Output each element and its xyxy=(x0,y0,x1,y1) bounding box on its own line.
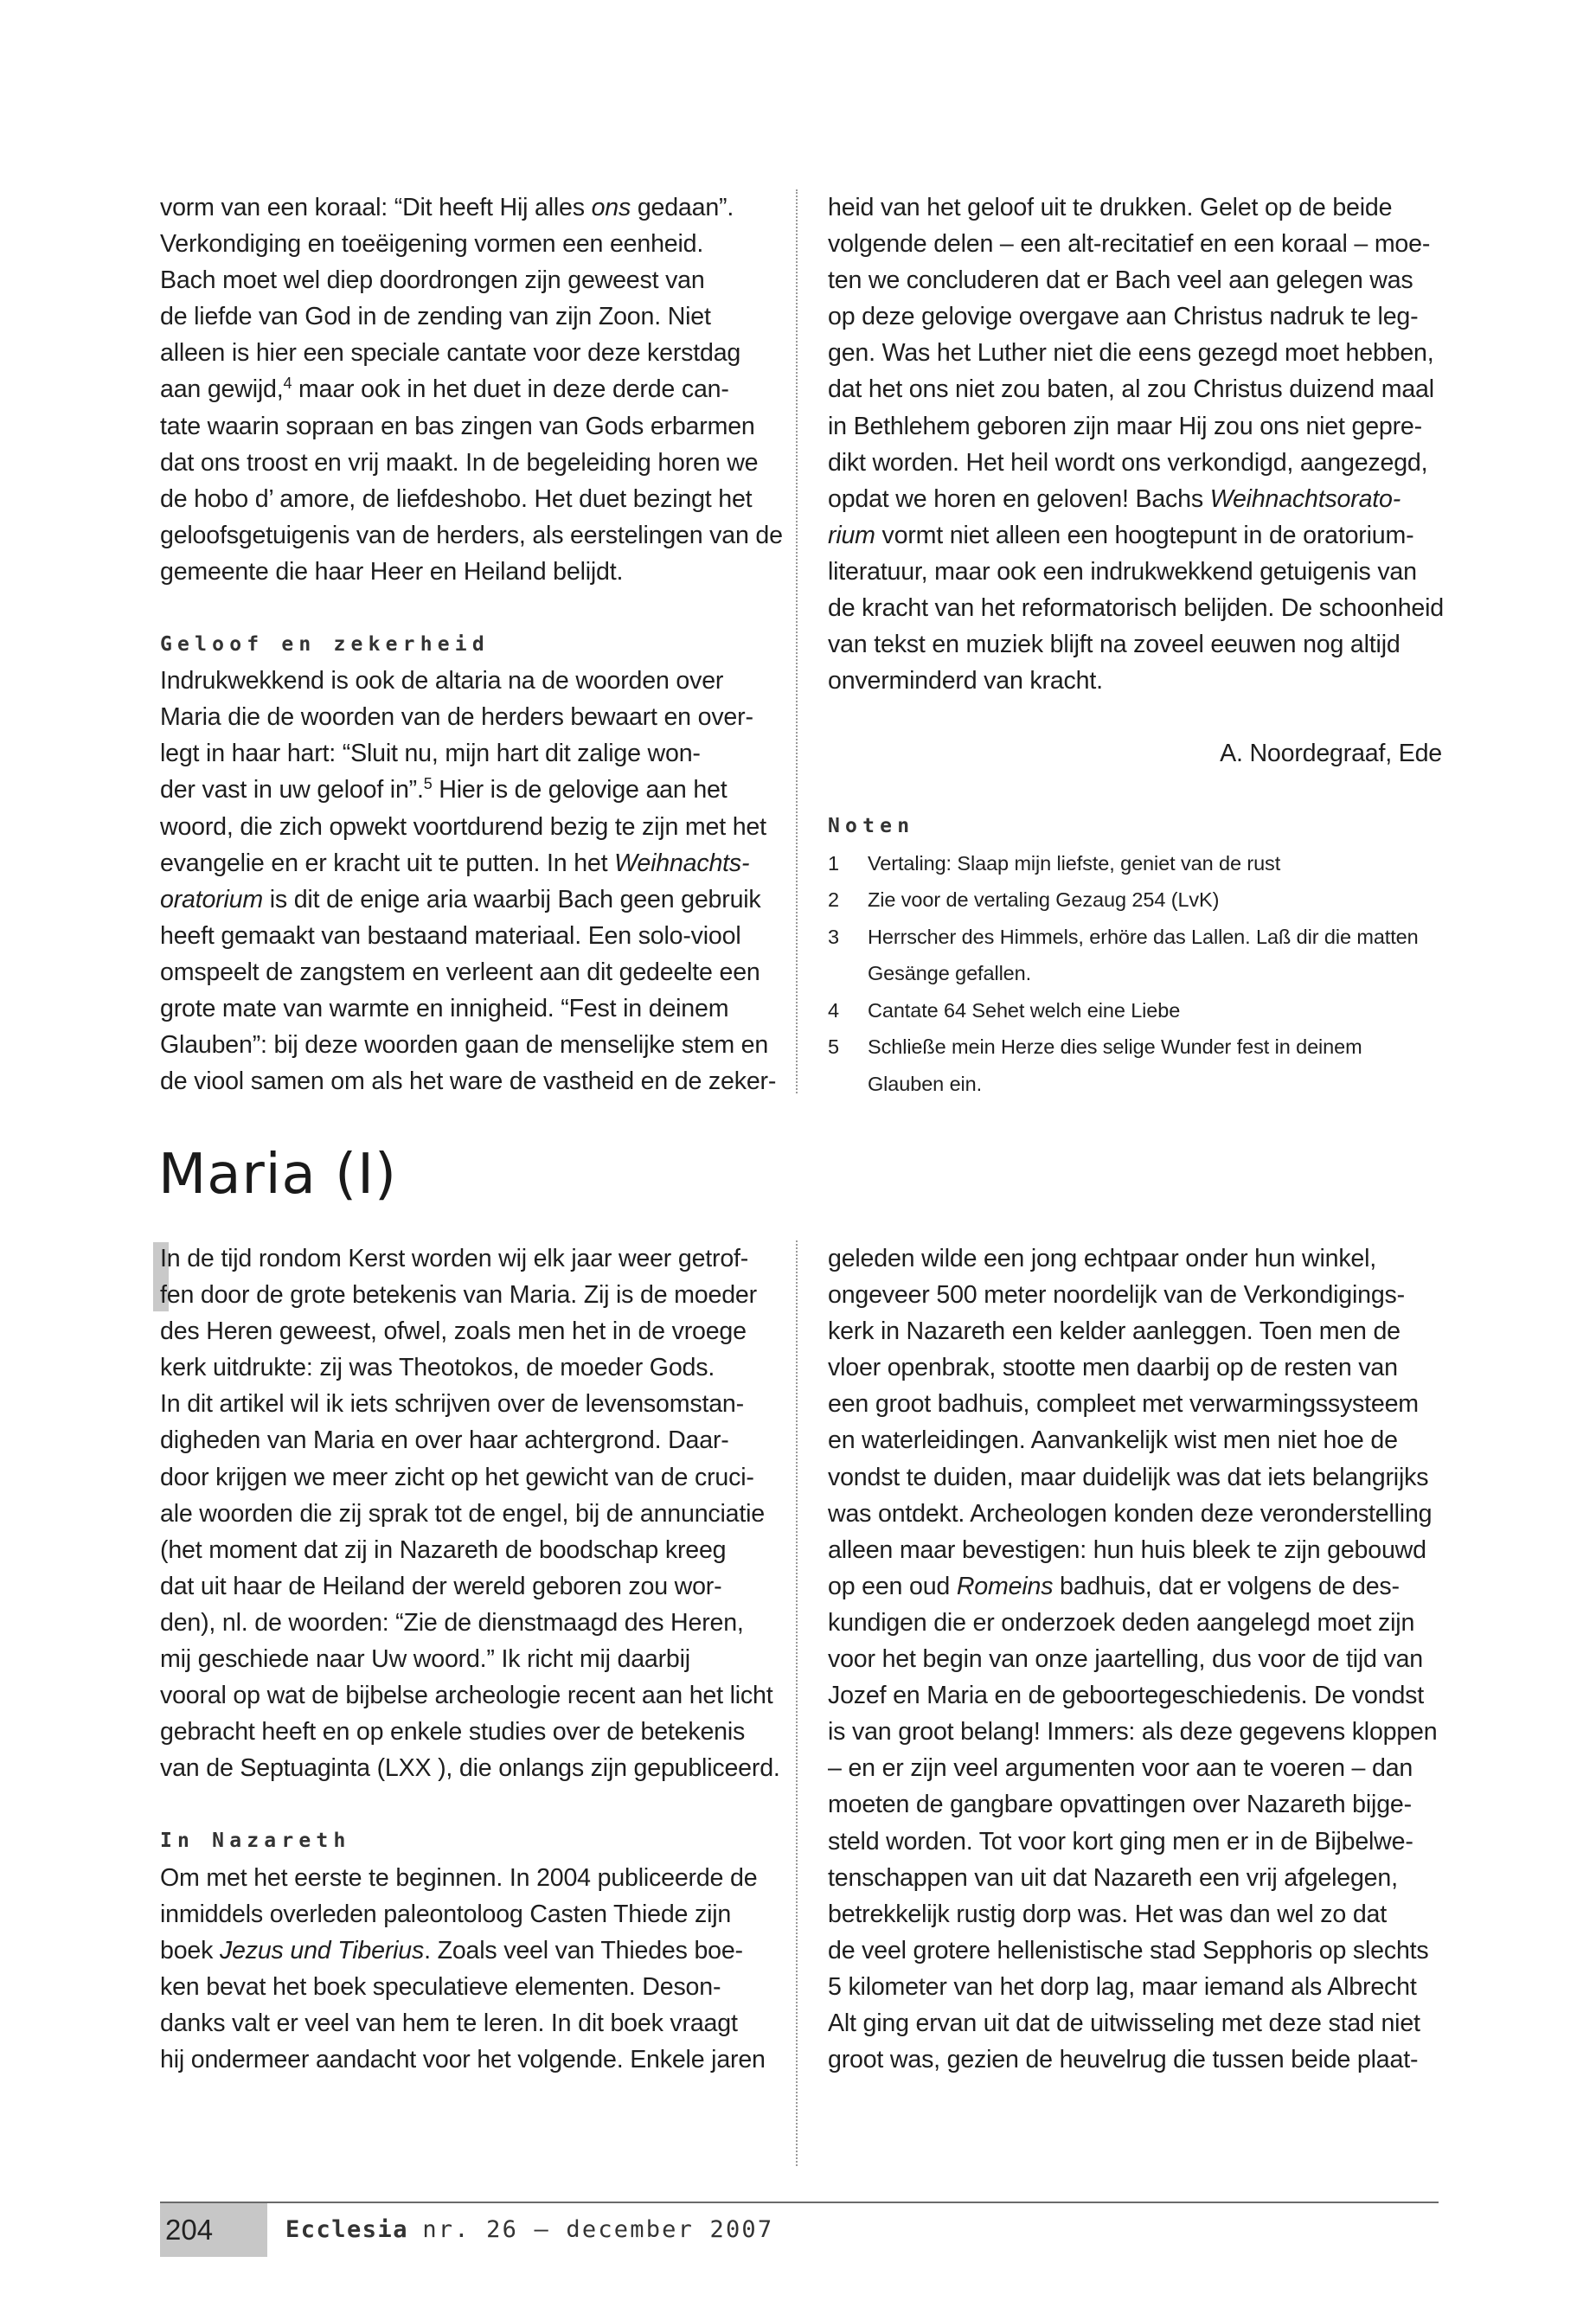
text-line xyxy=(828,1568,1442,1605)
text-line: van de Septuaginta (LXX ), die onlangs zijn gepubliceerd. xyxy=(160,1754,780,1783)
note-text: Schließe mein Herze dies selige Wunder fest in deinem xyxy=(868,1035,1362,1058)
text-line: 5 kilometer van het dorp lag, maar iemand als Albrecht xyxy=(828,1972,1417,2001)
text-line: – en er zijn veel argumenten voor aan te voeren – dan xyxy=(828,1754,1413,1783)
text-line: gebracht heeft en op enkele studies over de betekenis xyxy=(160,1718,746,1747)
text-line: ten we concluderen dat er Bach veel aan gelegen was xyxy=(828,266,1413,295)
text-line: gen. Was het Luther niet die eens gezegd moet hebben, xyxy=(828,339,1434,368)
note-number: 3 xyxy=(828,925,839,948)
text-line: Bach moet wel diep doordrongen zijn geweest van xyxy=(160,266,705,295)
text-segment: Hier is de gelovige aan het xyxy=(432,776,727,804)
text-line: alleen is hier een speciale cantate voor deze kerstdag xyxy=(160,339,741,368)
note-number: 2 xyxy=(828,888,839,911)
text-line: dat uit haar de Heiland der wereld geboren zou wor- xyxy=(160,1572,722,1600)
text-line: Om met het eerste te beginnen. In 2004 publiceerde de xyxy=(160,1863,758,1892)
text-line: gemeente die haar Heer en Heiland belijdt. xyxy=(160,557,624,586)
note-text: Vertaling: Slaap mijn liefste, geniet van de rust xyxy=(868,851,1281,875)
text-line: ongeveer 500 meter noordelijk van de Verkondigings- xyxy=(828,1281,1405,1310)
text-line: geleden wilde een jong echtpaar onder hun winkel, xyxy=(828,1245,1377,1272)
text-line: van tekst en muziek blijft na zoveel eeuwen nog altijd xyxy=(828,631,1401,659)
top-right-column xyxy=(828,189,1442,1102)
text-line: in Bethlehem geboren zijn maar Hij zou ons niet gepre- xyxy=(828,412,1422,440)
page-number: 204 xyxy=(165,2214,214,2246)
section-heading: Geloof en zekerheid xyxy=(160,633,490,657)
text-segment: der vast in uw geloof in”. xyxy=(160,776,424,804)
text-line: fen door de grote betekenis van Maria. Zij is de moeder xyxy=(160,1281,757,1310)
text-segment: is dit de enige aria waarbij Bach geen gebruik xyxy=(262,885,761,913)
column-divider xyxy=(796,1240,798,2166)
text-line: heid van het geloof uit te drukken. Gelet op de beide xyxy=(828,194,1393,221)
note-item xyxy=(828,992,1442,1029)
note-item xyxy=(828,845,1442,882)
italic-segment: Romeins xyxy=(956,1572,1054,1600)
text-line: tate waarin sopraan en bas zingen van Gods erbarmen xyxy=(160,412,755,440)
text-segment: aan gewijd, xyxy=(160,375,284,404)
text-segment: maar ook in het duet in deze derde can- xyxy=(292,375,729,404)
text-line xyxy=(828,517,1442,554)
journal-name: Ecclesia xyxy=(285,2216,409,2243)
italic-segment: Jezus und Tiberius xyxy=(219,1936,425,1965)
text-line: grote mate van warmte en innigheid. “Fest in deinem xyxy=(160,994,729,1022)
text-line: dikt worden. Het heil wordt ons verkondigd, aangezegd, xyxy=(828,448,1428,477)
text-line: tenschappen van uit dat Nazareth een vrij afgelegen, xyxy=(828,1863,1398,1892)
text-line xyxy=(160,371,774,407)
text-line: Glauben”: bij deze woorden gaan de menselijke stem en xyxy=(160,1031,769,1060)
text-line xyxy=(160,881,774,918)
footer-rule xyxy=(160,2202,1439,2203)
text-line: een groot badhuis, compleet met verwarmingssysteem xyxy=(828,1390,1419,1419)
article-right-column xyxy=(828,1240,1442,2078)
text-segment: vormt niet alleen een hoogtepunt in de oratorium- xyxy=(875,521,1414,549)
article-left-column xyxy=(160,1240,780,2078)
text-line: kundigen die er onderzoek deden aangelegd moet zijn xyxy=(828,1608,1415,1637)
text-line: en waterleidingen. Aanvankelijk wist men niet hoe de xyxy=(828,1426,1398,1455)
text-line: kerk uitdrukte: zij was Theotokos, de moeder Gods. xyxy=(160,1354,715,1382)
text-line: steld worden. Tot voor kort ging men er in de Bijbelwe- xyxy=(828,1827,1413,1856)
text-line: volgende delen – een alt-recitatief en een koraal – moe- xyxy=(828,230,1431,259)
text-line xyxy=(160,1932,774,1969)
spacer xyxy=(160,590,774,626)
text-line: geloofsgetuigenis van de herders, als eerstelingen van de xyxy=(160,521,783,549)
text-segment: badhuis, dat er volgens de des- xyxy=(1053,1572,1400,1600)
text-line: ken bevat het boek speculatieve elementen. Deson- xyxy=(160,1972,721,2001)
article-title: Maria (I) xyxy=(158,1143,397,1207)
column-divider xyxy=(796,189,798,1093)
note-text: Cantate 64 Sehet welch eine Liebe xyxy=(868,998,1181,1022)
note-number: 1 xyxy=(828,851,839,875)
text-line: mij geschiede naar Uw woord.” Ik richt mij daarbij xyxy=(160,1645,690,1674)
journal-issue: nr. 26 — december 2007 xyxy=(422,2216,774,2243)
text-line: door krijgen we meer zicht op het gewicht van de cruci- xyxy=(160,1463,754,1491)
text-segment: op een oud xyxy=(828,1572,957,1600)
italic-segment: Weihnachts- xyxy=(614,849,750,877)
text-segment: vorm van een koraal: “Dit heeft Hij alles xyxy=(160,194,592,221)
note-text: Herrscher des Himmels, erhöre das Lallen. Laß dir die matten xyxy=(868,925,1419,948)
text-line: danks valt er veel van hem te leren. In dit boek vraagt xyxy=(160,2009,738,2037)
text-line: In de tijd rondom Kerst worden wij elk jaar weer getrof- xyxy=(160,1245,749,1272)
text-line: den), nl. de woorden: “Zie de dienstmaagd des Heren, xyxy=(160,1608,744,1637)
text-line xyxy=(160,845,774,881)
text-line: vondst te duiden, maar duidelijk was dat iets belangrijks xyxy=(828,1463,1429,1491)
text-line: hij ondermeer aandacht voor het volgende. Enkele jaren xyxy=(160,2045,766,2073)
text-line: legt in haar hart: “Sluit nu, mijn hart dit zalige won- xyxy=(160,740,701,768)
text-line: Alt ging ervan uit dat de uitwisseling met deze stad niet xyxy=(828,2009,1420,2037)
text-line: voor het begin van onze jaartelling, dus voor de tijd van xyxy=(828,1645,1424,1674)
spacer xyxy=(160,1786,774,1823)
text-line: dat ons troost en vrij maakt. In de begeleiding horen we xyxy=(160,448,759,477)
text-line: de kracht van het reformatorisch belijden. De schoonheid xyxy=(828,594,1444,623)
note-item xyxy=(828,1029,1442,1102)
text-line xyxy=(160,189,774,226)
spacer xyxy=(828,699,1442,735)
text-line: groot was, gezien de heuvelrug die tussen beide plaat- xyxy=(828,2046,1419,2074)
text-line: Maria die de woorden van de herders bewaart en over- xyxy=(160,703,753,732)
author-signature: A. Noordegraaf, Ede xyxy=(1220,740,1442,768)
top-left-column xyxy=(160,189,783,1099)
text-line: alleen maar bevestigen: hun huis bleek te zijn gebouwd xyxy=(828,1535,1426,1564)
footnote-ref-5: 5 xyxy=(423,775,433,793)
text-line: Verkondiging en toeëigening vormen een eenheid. xyxy=(160,230,704,259)
text-line: digheden van Maria en over haar achtergrond. Daar- xyxy=(160,1426,729,1455)
text-line: vooral op wat de bijbelse archeologie recent aan het licht xyxy=(160,1682,773,1710)
italic-segment: ons xyxy=(591,194,631,221)
footnote-ref-4: 4 xyxy=(283,375,292,393)
page-number-box xyxy=(160,2203,267,2257)
text-line: omspeelt de zangstem en verleent aan dit gedeelte een xyxy=(160,958,760,986)
journal-footer xyxy=(285,2212,773,2248)
italic-segment: rium xyxy=(828,521,875,549)
italic-segment: Weihnachtsorato- xyxy=(1209,484,1401,513)
note-item xyxy=(828,881,1442,919)
text-line: de liefde van God in de zending van zijn Zoon. Niet xyxy=(160,303,711,331)
text-line: literatuur, maar ook een indrukwekkend getuigenis van xyxy=(828,557,1417,586)
text-line: was ontdekt. Archeologen konden deze veronderstelling xyxy=(828,1499,1433,1528)
text-line: is van groot belang! Immers: als deze gegevens kloppen xyxy=(828,1718,1438,1747)
text-line: de viool samen om als het ware de vastheid en de zeker- xyxy=(160,1067,777,1096)
text-line: de veel grotere hellenistische stad Sepphoris op slechts xyxy=(828,1936,1429,1965)
text-line: moeten de gangbare opvattingen over Nazareth bijge- xyxy=(828,1791,1412,1819)
text-line: (het moment dat zij in Nazareth de boodschap kreeg xyxy=(160,1535,727,1564)
text-line: betrekkelijk rustig dorp was. Het was dan wel zo dat xyxy=(828,1900,1387,1928)
notes-list xyxy=(828,845,1442,1103)
text-line: ale woorden die zij sprak tot de engel, bij de annunciatie xyxy=(160,1499,765,1528)
text-line xyxy=(828,481,1442,517)
text-line: Indrukwekkend is ook de altaria na de woorden over xyxy=(160,667,724,695)
text-line: heeft gemaakt van bestaand materiaal. Een solo-viool xyxy=(160,921,741,950)
text-segment: boek xyxy=(160,1936,220,1965)
note-number: 5 xyxy=(828,1035,839,1058)
text-line: des Heren geweest, ofwel, zoals men het in de vroege xyxy=(160,1317,747,1346)
note-item xyxy=(828,919,1442,992)
text-line: inmiddels overleden paleontoloog Casten Thiede zijn xyxy=(160,1900,732,1928)
note-text: Gesänge gefallen. xyxy=(868,962,1032,984)
text-line: kerk in Nazareth een kelder aanleggen. Toen men de xyxy=(828,1317,1401,1346)
note-text: Zie voor de vertaling Gezaug 254 (LvK) xyxy=(868,888,1220,911)
text-segment: evangelie en er kracht uit te putten. In het xyxy=(160,849,615,877)
text-line: woord, die zich opwekt voortdurend bezig te zijn met het xyxy=(160,812,766,841)
notes-heading: Noten xyxy=(828,815,915,838)
text-line: dat het ons niet zou baten, al zou Christus duizend maal xyxy=(828,375,1434,404)
text-line: de hobo d’ amore, de liefdeshobo. Het duet bezingt het xyxy=(160,484,753,513)
note-number: 4 xyxy=(828,998,839,1022)
note-text: Glauben ein. xyxy=(868,1072,983,1095)
text-line: In dit artikel wil ik iets schrijven over de levensomstan- xyxy=(160,1390,744,1419)
spacer xyxy=(828,772,1442,808)
text-line: op deze gelovige overgave aan Christus nadruk te leg- xyxy=(828,303,1419,331)
text-line xyxy=(160,772,774,808)
text-segment: gedaan”. xyxy=(631,194,734,221)
italic-segment: oratorium xyxy=(160,885,263,913)
section-heading: In Nazareth xyxy=(160,1830,351,1853)
text-segment: opdat we horen en geloven! Bachs xyxy=(828,484,1210,513)
text-line: vloer openbrak, stootte men daarbij op de resten van xyxy=(828,1354,1398,1382)
text-line: onverminderd van kracht. xyxy=(828,667,1103,695)
text-segment: . Zoals veel van Thiedes boe- xyxy=(424,1936,743,1965)
text-line: Jozef en Maria en de geboortegeschiedenis. De vondst xyxy=(828,1682,1425,1710)
